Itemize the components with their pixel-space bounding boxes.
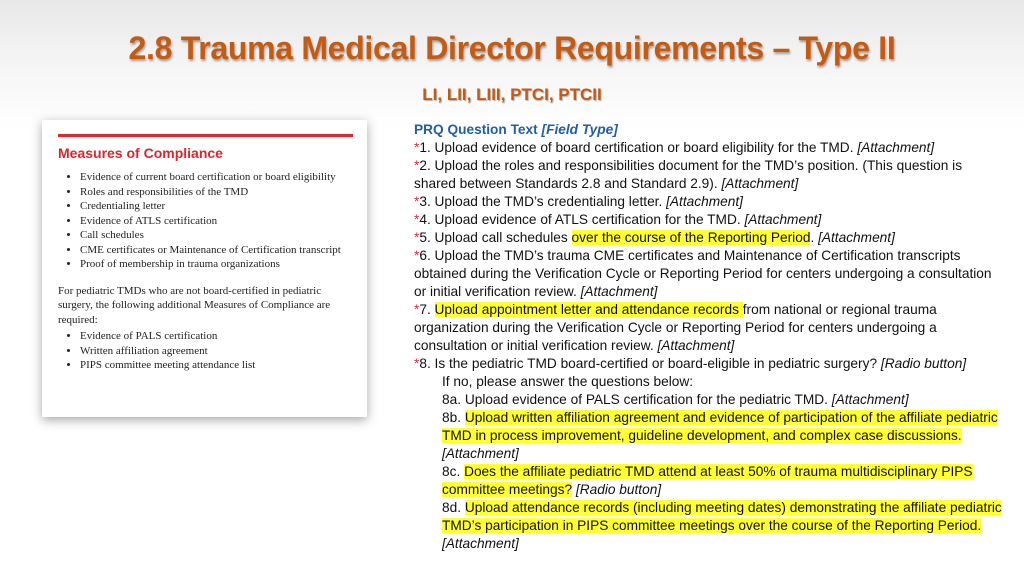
field-type: [Attachment] [666,194,743,209]
field-type: [Attachment] [818,230,895,245]
question-text: 5. Upload call schedules [419,230,572,245]
field-type: [Attachment] [442,536,519,551]
question-text: 3. Upload the TMD’s credentialing letter. [419,194,663,209]
question-number: 8b. [442,410,465,425]
question-6 [414,247,1004,301]
field-type: [Attachment] [831,392,909,407]
question-8b [414,409,1004,463]
slide-title: 2.8 Trauma Medical Director Requirements – Type II [128,30,896,66]
question-text: 8a. Upload evidence of PALS certification for the pediatric TMD. [442,392,828,407]
required-star: * [414,356,420,371]
field-type: [Radio button] [575,482,662,497]
question-text: 6. Upload the TMD’s trauma CME certificates and Maintenance of Certification transcripts obtained during the Verification Cycle or Reporting Period for centers undergoing a consultation or initial verification review. [414,248,992,299]
field-type: [Attachment] [721,176,799,191]
prq-questions [414,121,1004,553]
question-number: 8d. [442,500,465,515]
required-star: * [414,194,420,209]
list-item: • CME certificates or Maintenance of Certification transcript [80,243,353,258]
measures-of-compliance-card [42,120,367,417]
required-star: * [414,230,420,245]
field-type: [Attachment] [580,284,658,299]
highlighted-text: Upload appointment letter and attendance records [434,302,743,317]
required-star: * [414,212,420,227]
list-item: • Credentialing letter [80,199,353,214]
prq-header-field-type: [Field Type] [541,122,618,137]
list-item: • Proof of membership in trauma organizations [80,257,353,272]
list-item: • Written affiliation agreement [80,344,353,359]
question-8c [414,463,1004,499]
list-item: • PIPS committee meeting attendance list [80,358,353,373]
list-item: • Roles and responsibilities of the TMD [80,185,353,200]
required-star: * [414,248,420,263]
prq-header [414,121,1004,139]
question-5 [414,229,1004,247]
highlighted-text: over the course of the Reporting Period [571,230,811,245]
question-text: 8. Is the pediatric TMD board-certified or board-eligible in pediatric surgery? [419,356,878,371]
field-type: [Attachment] [857,140,935,155]
highlighted-text: Upload written affiliation agreement and evidence of participation of the affiliate pediatric TMD in process improvement, guideline development, and complex case discussions. [442,410,998,443]
question-text: 1. Upload evidence of board certification or board eligibility for the TMD. [419,140,854,155]
question-text: 2. Upload the roles and responsibilities document for the TMD’s position. (This question is shared between Standards 2.8 and Standard 2.9). [414,158,963,191]
list-item: • Call schedules [80,228,353,243]
question-8a [414,391,1004,409]
required-star: * [414,140,420,155]
prq-header-text: PRQ Question Text [414,122,538,137]
question-2 [414,157,1004,193]
question-text-end: . [810,230,815,245]
compliance-list [58,170,353,272]
question-1 [414,139,1004,157]
if-no-instruction: If no, please answer the questions below: [442,374,694,389]
field-type: [Attachment] [657,338,735,353]
question-8 [414,355,1004,373]
pediatric-intro: For pediatric TMDs who are not board-certified in pediatric surgery, the following additional Measures of Compliance are required: [58,284,331,326]
list-item: • Evidence of PALS certification [80,329,353,344]
question-text: from national or regional trauma organization during the Verification Cycle or Reporting Period for centers undergoing a consultation or initial verification review. [414,302,937,353]
card-heading: Measures of Compliance [58,145,223,161]
question-8d [414,499,1004,553]
question-number: 7. [419,302,435,317]
field-type: [Attachment] [744,212,822,227]
question-4 [414,211,1004,229]
card-divider [58,134,353,137]
question-text: 4. Upload evidence of ATLS certification for the TMD. [419,212,741,227]
highlighted-text: Upload attendance records (including meeting dates) demonstrating the affiliate pediatric TMD’s participation in PIPS committee meetings over the course of the Reporting Period. [442,500,1002,533]
pediatric-compliance-list [58,329,353,373]
field-type: [Radio button] [880,356,967,371]
slide-subtitle: LI, LII, LIII, PTCI, PTCII [422,85,602,104]
question-number: 8c. [442,464,465,479]
required-star: * [414,302,420,317]
highlighted-text: Does the affiliate pediatric TMD attend at least 50% of trauma multidisciplinary PIPS committee meetings? [442,464,973,497]
field-type: [Attachment] [442,446,519,461]
list-item: • Evidence of current board certification or board eligibility [80,170,353,185]
question-7 [414,301,1004,355]
required-star: * [414,158,420,173]
question-3 [414,193,1004,211]
list-item: • Evidence of ATLS certification [80,214,353,229]
